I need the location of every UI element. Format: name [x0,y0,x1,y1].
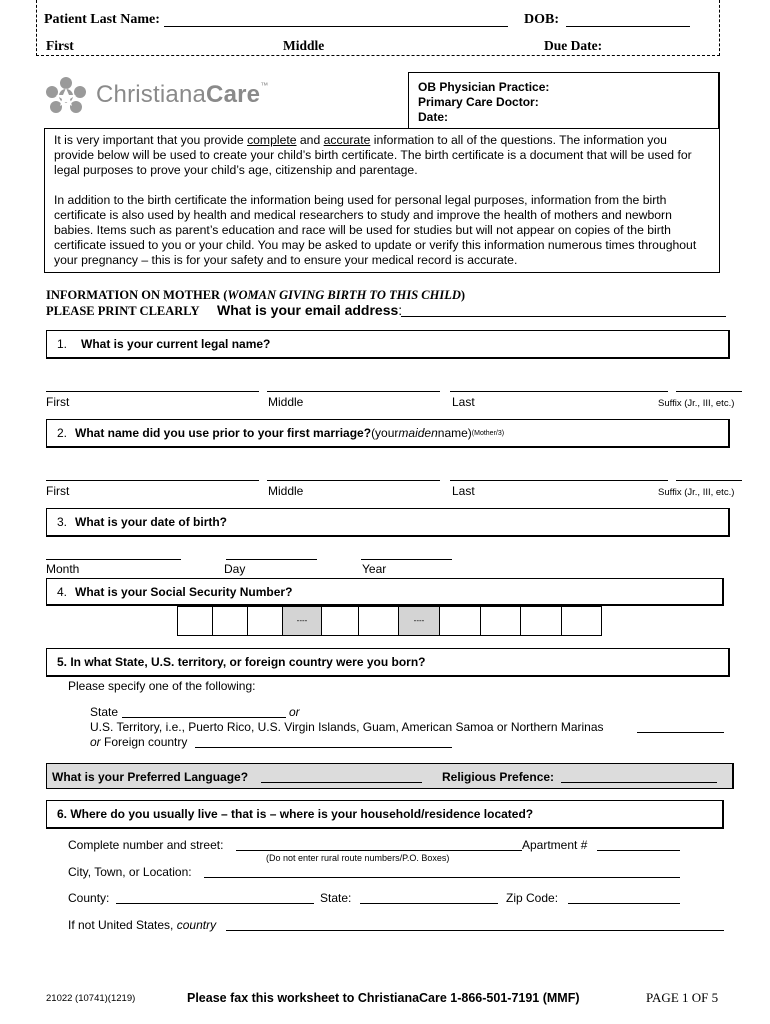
ssn-digit-7[interactable] [480,606,521,636]
intro-and: and [296,133,324,147]
christianacare-logo [44,76,304,116]
q2-middle-field[interactable] [267,480,440,481]
ssn-digit-8[interactable] [520,606,562,636]
q5-state-field[interactable] [122,717,286,718]
q5-foreign-text: Foreign country [104,735,188,749]
header-first-label: First [46,38,74,53]
patient-last-name-field[interactable] [164,26,508,27]
intro-accurate: accurate [323,133,371,147]
ssn-digit-5[interactable] [358,606,399,636]
q1-first-field[interactable] [46,391,259,392]
email-colon: : [398,302,403,318]
primary-care-doctor-label: Primary Care Doctor: [418,95,539,109]
q2-number: 2. [57,426,68,440]
country-label-text: If not United States, [68,918,177,932]
county-label: County: [68,891,110,905]
dob-year-field[interactable] [361,559,452,560]
q5-or-2: or [90,735,101,749]
q1-suffix-field[interactable] [676,391,742,392]
q5-state-label: State [90,705,119,719]
ssn-digit-6[interactable] [439,606,481,636]
q1-box [46,330,730,359]
q1-number: 1. [57,337,68,351]
dob-day-field[interactable] [226,559,317,560]
street-field[interactable] [236,850,522,851]
religious-preference-label: Religious Prefence: [442,770,555,784]
dob-month-label: Month [46,562,80,576]
intro-paragraph-1 [54,133,706,178]
residence-state-label: State: [320,891,352,905]
q1-first-label: First [46,395,70,409]
dob-day-label: Day [224,562,246,576]
print-clearly-label: PLEASE PRINT CLEARLY [46,304,200,318]
logo-text-main: Christiana [96,81,207,108]
q2-superscript: (Mother/3) [471,429,505,437]
country-label [68,918,216,932]
patient-last-name-label: Patient Last Name: [44,12,160,27]
q5-foreign-field[interactable] [195,747,452,748]
q5-territory-field[interactable] [637,732,724,733]
q2-box [46,419,730,448]
q1-suffix-label: Suffix (Jr., III, etc.) [658,398,735,409]
intro-p1-end: information to all of the questions. The information you provide below will be used to create your child’s birth certificate. The birth certificate is a document that will be used for legal purposes to prove your child’s age, citizenship and parentage. [54,133,692,177]
q5-text: 5. In what State, U.S. territory, or foreign country were you born? [57,655,426,669]
ssn-digit-2[interactable] [212,606,248,636]
logo-tm: ™ [260,81,269,90]
dob-year-label: Year [362,562,387,576]
apartment-field[interactable] [597,850,680,851]
q1-last-field[interactable] [450,391,668,392]
q5-territory-label: U.S. Territory, i.e., Puerto Rico, U.S. Virgin Islands, Guam, American Samoa or Northern Marinas [90,720,604,734]
q5-specify-label: Please specify one of the following: [68,679,256,693]
q1-middle-label: Middle [268,395,304,409]
city-label: City, Town, or Location: [68,865,192,879]
due-date-label: Due Date: [544,38,603,53]
q5-box [46,648,730,677]
q2-suffix-field[interactable] [676,480,742,481]
page-number: PAGE 1 OF 5 [646,990,719,1005]
practice-date-label: Date: [418,110,449,124]
q3-text: What is your date of birth? [75,515,228,529]
christianacare-star-icon [44,76,88,114]
dob-label: DOB: [524,12,559,27]
city-field[interactable] [204,877,680,878]
header-middle-label: Middle [283,38,325,53]
section-heading-end: ) [460,288,466,302]
fax-instruction: Please fax this worksheet to ChristianaCare 1-866-501-7191 (MMF) [187,991,580,1005]
ssn-digit-9[interactable] [561,606,602,636]
ssn-digit-3[interactable] [247,606,283,636]
ssn-digit-1[interactable] [177,606,213,636]
street-note: (Do not enter rural route numbers/P.O. Boxes) [266,853,450,863]
q6-text: 6. Where do you usually live – that is – where is your household/residence located? [57,807,534,821]
q5-foreign-label [90,735,187,749]
intro-complete: complete [247,133,297,147]
q1-middle-field[interactable] [267,391,440,392]
preferred-language-label: What is your Preferred Language? [52,770,249,784]
logo-text-bold: Care [206,81,261,108]
intro-paragraph-2: In addition to the birth certificate the information being used for personal legal purposes, information from the birth certificate is also used by health and medical researchers to study and improve the health of mothers and newborn babies. Items such as parent’s education and race will be used for studies but will not appear on copies of the birth certificate issued to you or your child. You may be asked to update or verify this information numerous times throughout your pregnancy – this is for your safety and to ensure your medical record is accurate. [54,193,697,267]
q4-box [46,578,724,606]
ssn-dash-2: ---- [398,606,440,636]
ssn-dash-1: ---- [282,606,322,636]
q2-maiden: maiden [398,426,438,440]
zip-field[interactable] [568,903,680,904]
q2-first-field[interactable] [46,480,259,481]
intro-p1-start: It is very important that you provide [54,133,248,147]
q4-number: 4. [57,584,68,599]
q2-text: What name did you use prior to your first marriage? [75,426,372,440]
patient-header [36,0,720,56]
q2-first-label: First [46,484,70,498]
preferred-language-field[interactable] [261,782,422,783]
email-label [217,302,402,318]
street-label: Complete number and street: [68,838,224,852]
q2-paren-end: name) [437,426,472,440]
section-heading-start: INFORMATION ON MOTHER ( [46,288,228,302]
country-field[interactable] [226,930,724,931]
dob-month-field[interactable] [46,559,181,560]
form-code: 21022 (10741)(1219) [46,993,136,1004]
q1-text: What is your current legal name? [81,337,271,351]
q1-last-label: Last [452,395,475,409]
email-label-text: What is your email address [217,302,399,318]
q6-box [46,800,724,829]
q3-number: 3. [57,515,68,529]
dob-field[interactable] [566,26,690,27]
q2-last-label: Last [452,484,475,498]
q4-text: What is your Social Security Number? [75,584,293,599]
ssn-digit-4[interactable] [321,606,359,636]
section-heading [46,288,465,303]
country-label-italic: country [176,918,217,932]
q3-box [46,508,730,537]
q2-middle-label: Middle [268,484,304,498]
religious-preference-field[interactable] [561,782,717,783]
q5-or-1: or [289,705,300,719]
zip-label: Zip Code: [506,891,559,905]
email-field[interactable] [401,316,726,317]
apartment-label: Apartment # [522,838,588,852]
q2-last-field[interactable] [450,480,668,481]
ob-practice-label: OB Physician Practice: [418,80,550,94]
residence-state-field[interactable] [360,903,498,904]
q2-suffix-label: Suffix (Jr., III, etc.) [658,487,735,498]
section-heading-italic: WOMAN GIVING BIRTH TO THIS CHILD [227,288,461,302]
q2-paren-start: (your [371,426,399,440]
county-field[interactable] [116,903,314,904]
